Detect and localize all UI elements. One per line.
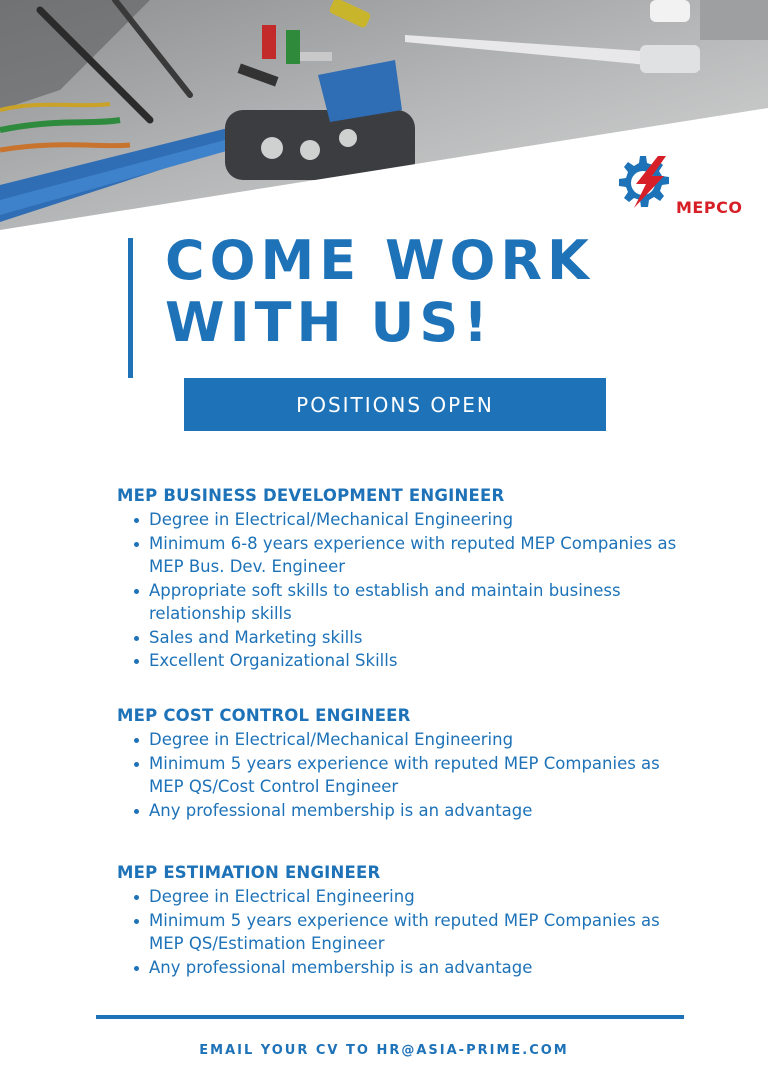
job-title: MEP COST CONTROL ENGINEER xyxy=(117,706,411,725)
footer-email-cta: EMAIL YOUR CV TO HR@ASIA-PRIME.COM xyxy=(199,1043,569,1058)
footer-divider xyxy=(96,1015,684,1019)
headline-line-1: COME WORK xyxy=(165,229,594,292)
job-title: MEP BUSINESS DEVELOPMENT ENGINEER xyxy=(117,486,505,505)
list-item: Any professional membership is an advantage xyxy=(117,956,677,980)
list-item: Degree in Electrical/Mechanical Engineering xyxy=(117,508,677,532)
list-item: Degree in Electrical Engineering xyxy=(117,885,677,909)
headline-accent-bar xyxy=(128,238,133,378)
list-item: Excellent Organizational Skills xyxy=(117,649,677,673)
job-listing-estimation xyxy=(117,861,677,979)
positions-open-banner: POSITIONS OPEN xyxy=(184,378,606,431)
job-listing-business-development xyxy=(117,484,677,673)
list-item: Any professional membership is an advantage xyxy=(117,799,677,823)
page-headline xyxy=(165,230,594,354)
job-title: MEP ESTIMATION ENGINEER xyxy=(117,863,381,882)
list-item: Minimum 5 years experience with reputed MEP Companies as MEP QS/Cost Control Engineer xyxy=(117,752,677,799)
requirements-list xyxy=(117,885,677,979)
list-item: Minimum 6-8 years experience with reputed MEP Companies as MEP Bus. Dev. Engineer xyxy=(117,532,677,579)
requirements-list xyxy=(117,508,677,673)
requirements-list xyxy=(117,728,677,822)
list-item: Degree in Electrical/Mechanical Engineering xyxy=(117,728,677,752)
job-listing-cost-control xyxy=(117,704,677,822)
list-item: Minimum 5 years experience with reputed MEP Companies as MEP QS/Estimation Engineer xyxy=(117,909,677,956)
brand-name: MEPCO xyxy=(676,198,743,217)
headline-line-2: WITH US! xyxy=(165,291,493,354)
list-item: Sales and Marketing skills xyxy=(117,626,677,650)
gear-lightning-icon xyxy=(619,156,669,208)
list-item: Appropriate soft skills to establish and maintain business relationship skills xyxy=(117,579,677,626)
